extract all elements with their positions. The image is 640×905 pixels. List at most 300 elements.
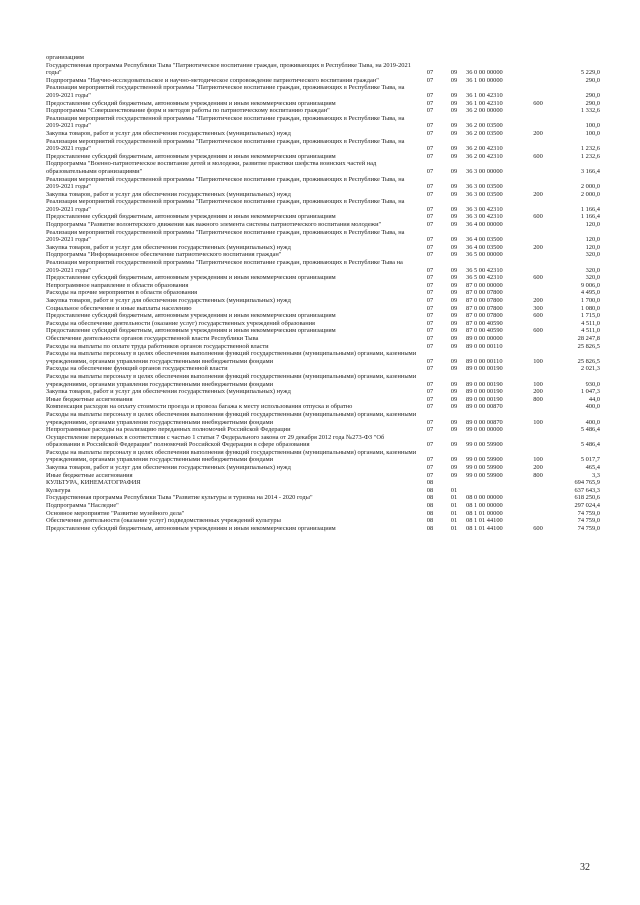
row-expense-type (524, 479, 552, 487)
row-expense-type: 100 (533, 357, 543, 365)
row-section-code: 07 (426, 281, 434, 289)
row-expense-type (524, 221, 552, 229)
row-section-code: 07 (426, 243, 434, 251)
row-amount: 2 021,3 (580, 365, 600, 373)
row-subsection-code: 09 (450, 334, 458, 342)
row-target-article: 36 2 00 42310 (466, 152, 503, 160)
row-section-code: 07 (426, 221, 434, 229)
row-target-article: 08 1 01 44100 (466, 524, 503, 532)
row-target-article: 36 0 00 00000 (466, 69, 503, 77)
row-expense-type (524, 403, 552, 411)
row-subsection-code (442, 54, 466, 62)
row-expense-type (524, 487, 552, 495)
table-row (46, 62, 600, 77)
row-amount: 100,0 (585, 129, 600, 137)
row-section-code: 08 (426, 486, 434, 494)
row-name: Закупка товаров, работ и услуг для обеспечения государственных (муниципальных) нужд (46, 388, 291, 396)
row-name: Расходы на выплаты персоналу в целях обеспечения выполнения функций государственными (муниципальными) органами, казенными учреждениями, органами управления государственными внебюджетными фондами (46, 410, 417, 426)
row-section-code: 07 (426, 145, 434, 153)
row-subsection-code: 09 (450, 129, 458, 137)
row-expense-type (524, 259, 552, 274)
row-subsection-code: 01 (450, 494, 458, 502)
row-name: Подпрограмма "Совершенствование форм и методов работы по патриотическому воспитанию граждан" (46, 107, 330, 115)
table-row (46, 396, 600, 404)
row-subsection-code: 09 (450, 274, 458, 282)
row-name: Государственная программа Республики Тыва "Патриотическое воспитание граждан, проживающих в Республике Тыва, на 2019-2021 годы" (46, 61, 411, 77)
row-name: Предоставление субсидий бюджетным, автономным учреждениям и иным некоммерческим организациям (46, 99, 336, 107)
row-section-code: 07 (426, 357, 434, 365)
table-row (46, 289, 600, 297)
row-expense-type (524, 138, 552, 153)
row-name: Непрограммные расходы на реализацию переданных полномочий Российской Федерации (46, 426, 291, 434)
row-expense-type: 600 (533, 152, 543, 160)
row-target-article: 89 0 00 00110 (466, 357, 503, 365)
table-row (46, 365, 600, 373)
row-name: Реализация мероприятий государственной программы "Патриотическое воспитание граждан, проживающих в Республике Тыва, на 2019-2021 годы" (46, 228, 405, 244)
row-subsection-code: 09 (450, 145, 458, 153)
table-row (46, 472, 600, 480)
row-section-code: 08 (426, 509, 434, 517)
row-section-code: 07 (426, 380, 434, 388)
row-amount (552, 54, 600, 62)
table-row (46, 153, 600, 161)
row-target-article: 36 2 00 03500 (466, 129, 503, 137)
row-subsection-code: 09 (450, 456, 458, 464)
row-section-code: 07 (426, 213, 434, 221)
row-amount: 44,0 (588, 395, 600, 403)
row-target-article: 36 3 00 42310 (466, 213, 503, 221)
table-row (46, 138, 600, 153)
row-section-code: 07 (426, 167, 434, 175)
row-name: Осуществление переданных в соответствии с частью 1 статьи 7 Федерального закона от 29 декабря 2012 года №273-ФЗ "Об образовании в Российской Федерации" полномочий Российской Федерации в сфере образования (46, 433, 385, 449)
row-subsection-code: 09 (450, 426, 458, 434)
row-expense-type (524, 282, 552, 290)
row-name: Культура (46, 486, 71, 494)
row-name: Обеспечение деятельности (оказание услуг) подведомственных учреждений культуры (46, 517, 281, 525)
row-subsection-code: 09 (450, 327, 458, 335)
row-amount: 637 643,3 (574, 486, 600, 494)
row-amount: 5 486,4 (580, 426, 600, 434)
row-name: Подпрограмма "Военно-патриотическое воспитание детей и молодежи, развитие практики шефства воинских частей над образовательными организациями" (46, 160, 377, 175)
row-name: организациям (46, 54, 84, 61)
row-target-article: 36 3 00 03500 (466, 190, 503, 198)
page-number: 32 (580, 862, 590, 873)
row-target-article (466, 487, 524, 495)
row-target-article: 36 3 00 03500 (466, 183, 503, 191)
row-target-article: 89 0 00 00190 (466, 380, 503, 388)
row-target-article: 99 0 00 00000 (466, 426, 503, 434)
row-subsection-code: 09 (450, 365, 458, 373)
row-subsection-code: 09 (450, 418, 458, 426)
row-target-article: 87 0 00 40590 (466, 319, 503, 327)
row-subsection-code: 09 (450, 205, 458, 213)
row-target-article: 89 0 00 00190 (466, 388, 503, 396)
row-amount: 1 166,4 (580, 205, 600, 213)
row-subsection-code: 09 (450, 152, 458, 160)
row-subsection-code: 09 (450, 319, 458, 327)
table-row (46, 335, 600, 343)
row-section-code: 07 (426, 365, 434, 373)
row-name: Предоставление субсидий бюджетным, автономным учреждениям и иным некоммерческим организациям (46, 152, 336, 160)
row-amount: 320,0 (585, 274, 600, 282)
row-amount: 618 250,6 (574, 494, 600, 502)
row-section-code: 07 (426, 91, 434, 99)
row-name: Закупка товаров, работ и услуг для обеспечения государственных (муниципальных) нужд (46, 190, 291, 198)
row-expense-type (524, 84, 552, 99)
row-expense-type (524, 176, 552, 191)
row-target-article: 36 3 00 42310 (466, 205, 503, 213)
row-subsection-code (442, 479, 466, 487)
row-subsection-code: 09 (450, 190, 458, 198)
row-name: Предоставление субсидий бюджетным, автономным учреждениям и иным некоммерческим организациям (46, 213, 336, 221)
row-amount: 4 495,0 (580, 289, 600, 297)
table-row (46, 494, 600, 502)
table-row (46, 54, 600, 62)
row-amount: 120,0 (585, 221, 600, 229)
table-row (46, 221, 600, 229)
row-name: Расходы на выплаты персоналу в целях обеспечения выполнения функций государственными (муниципальными) органами, казенными учреждениями, органами управления государственными внебюджетными фондами (46, 372, 417, 388)
budget-table (46, 54, 600, 532)
row-target-article: 89 0 00 00870 (466, 403, 503, 411)
row-expense-type (524, 289, 552, 297)
row-subsection-code: 09 (450, 243, 458, 251)
row-section-code: 07 (426, 99, 434, 107)
table-row (46, 282, 600, 290)
row-amount: 100,0 (585, 122, 600, 130)
row-target-article: 99 0 00 59900 (466, 464, 503, 472)
row-amount: 290,0 (585, 99, 600, 107)
row-section-code: 07 (426, 183, 434, 191)
row-expense-type (524, 115, 552, 130)
row-expense-type (524, 517, 552, 525)
row-target-article: 36 2 00 00000 (466, 107, 503, 115)
row-subsection-code: 09 (450, 236, 458, 244)
row-name: Непрограммное направление в области образования (46, 281, 189, 289)
row-target-article: 08 1 00 00000 (466, 502, 503, 510)
row-name: Предоставление субсидий бюджетным, автономным учреждениям и иным некоммерческим организациям (46, 327, 336, 335)
row-subsection-code: 09 (450, 297, 458, 304)
table-row (46, 160, 600, 175)
table-row (46, 244, 600, 252)
row-amount: 5 229,0 (580, 69, 600, 77)
row-expense-type (524, 343, 552, 351)
row-name: Основное мероприятие "Развитие музейного дела" (46, 509, 185, 517)
table-row (46, 198, 600, 213)
row-amount: 25 826,5 (577, 342, 600, 350)
row-amount: 4 511,0 (581, 319, 600, 327)
row-name: Расходы на выплаты персоналу в целях обеспечения выполнения функций государственными (муниципальными) органами, казенными учреждениями, органами управления государственными внебюджетными фондами (46, 448, 417, 464)
row-target-article (466, 54, 524, 62)
row-expense-type: 600 (533, 327, 543, 335)
row-amount: 74 759,0 (577, 509, 600, 517)
row-amount: 1 715,0 (580, 312, 600, 320)
row-name: Предоставление субсидий бюджетным, автономным учреждениям и иным некоммерческим организациям (46, 312, 336, 320)
row-expense-type: 200 (533, 190, 543, 198)
row-section-code: 07 (426, 190, 434, 198)
row-target-article: 36 2 00 03500 (466, 122, 503, 130)
row-name: Реализация мероприятий государственной программы "Патриотическое воспитание граждан, проживающих в Республике Тыва, на 2019-2021 годы" (46, 137, 405, 153)
row-name: Подпрограмма "Развитие волонтерского движения как важного элемента системы патриотического воспитания молодежи" (46, 221, 382, 229)
table-row (46, 176, 600, 191)
row-amount: 290,0 (585, 76, 600, 84)
table-row (46, 115, 600, 130)
row-section-code: 07 (426, 289, 434, 297)
row-expense-type (524, 77, 552, 85)
row-section-code: 07 (426, 107, 434, 115)
row-target-article: 99 0 00 59900 (466, 456, 503, 464)
row-target-article: 36 5 00 42310 (466, 266, 503, 274)
table-row (46, 525, 600, 533)
row-subsection-code: 09 (450, 221, 458, 229)
row-subsection-code: 09 (450, 403, 458, 411)
row-target-article: 08 0 00 00000 (466, 494, 503, 502)
table-row (46, 343, 600, 351)
row-amount: 930,0 (585, 380, 600, 388)
row-amount: 5 486,4 (580, 441, 600, 449)
row-name: Предоставление субсидий бюджетным, автономным учреждениям и иным некоммерческим организациям (46, 524, 336, 532)
table-row (46, 388, 600, 396)
row-subsection-code: 09 (450, 312, 458, 320)
row-amount: 3,3 (592, 471, 600, 479)
row-name: Подпрограмма "Информационное обеспечение патриотического воспитания граждан" (46, 251, 282, 259)
row-section-code: 07 (426, 403, 434, 411)
row-amount: 2 000,0 (580, 183, 600, 191)
table-row (46, 510, 600, 518)
row-expense-type (524, 62, 552, 77)
row-name: Реализация мероприятий государственной программы "Патриотическое воспитание граждан, проживающих в Республике Тыва на 2019-2021 годы" (46, 259, 403, 274)
row-target-article (466, 479, 524, 487)
row-section-code: 07 (426, 312, 434, 320)
row-target-article: 36 4 00 03500 (466, 243, 503, 251)
row-name: Закупка товаров, работ и услуг для обеспечения государственных (муниципальных) нужд (46, 297, 291, 304)
row-section-code: 07 (426, 205, 434, 213)
row-subsection-code: 09 (450, 395, 458, 403)
row-expense-type (524, 251, 552, 259)
row-expense-type (524, 365, 552, 373)
row-expense-type (524, 54, 552, 62)
row-expense-type (524, 320, 552, 328)
row-amount: 1 232,6 (580, 152, 600, 160)
row-expense-type (524, 107, 552, 115)
row-amount: 1 700,0 (580, 297, 600, 304)
row-name: Иные бюджетные ассигнования (46, 471, 133, 479)
row-target-article: 36 5 00 00000 (466, 251, 503, 259)
row-name: Расходы на обеспечение деятельности (оказание услуг) государственных учреждений образования (46, 319, 315, 327)
row-section-code: 07 (426, 129, 434, 137)
table-row (46, 297, 600, 305)
table-row (46, 327, 600, 335)
row-amount: 120,0 (585, 243, 600, 251)
row-subsection-code: 09 (450, 388, 458, 396)
row-amount: 9 006,0 (580, 281, 600, 289)
row-target-article: 87 0 00 00000 (466, 281, 503, 289)
row-subsection-code: 01 (450, 524, 458, 532)
row-target-article: 87 0 00 07800 (466, 289, 503, 297)
row-target-article: 99 0 00 59900 (466, 471, 503, 479)
row-subsection-code: 09 (450, 357, 458, 365)
row-target-article: 36 4 00 00000 (466, 221, 503, 229)
row-expense-type: 200 (533, 129, 543, 137)
row-target-article: 87 0 00 07800 (466, 304, 503, 312)
row-section-code: 07 (426, 418, 434, 426)
row-target-article: 36 4 00 03500 (466, 236, 503, 244)
row-target-article: 87 0 00 40590 (466, 327, 503, 335)
row-section-code: 07 (426, 236, 434, 244)
row-name: Расходы на выплаты персоналу в целях обеспечения выполнения функций государственными (муниципальными) органами, казенными учреждениями, органами управления государственными внебюджетными фондами (46, 350, 417, 365)
row-expense-type: 100 (533, 380, 543, 388)
row-section-code: 07 (426, 327, 434, 335)
row-expense-type (524, 510, 552, 518)
row-amount: 320,0 (585, 266, 600, 274)
row-subsection-code: 09 (450, 69, 458, 77)
table-row (46, 229, 600, 244)
table-row (46, 479, 600, 487)
row-section-code: 07 (426, 334, 434, 342)
table-row (46, 305, 600, 313)
row-amount: 465,4 (585, 464, 600, 472)
row-subsection-code: 01 (450, 486, 458, 494)
row-section-code: 07 (426, 152, 434, 160)
row-expense-type: 600 (533, 213, 543, 221)
row-expense-type (524, 198, 552, 213)
row-expense-type: 200 (533, 388, 543, 396)
row-amount: 320,0 (585, 251, 600, 259)
row-section-code: 07 (426, 319, 434, 327)
row-expense-type (524, 434, 552, 449)
row-name: Расходы на обеспечение функций органов государственной власти (46, 365, 228, 373)
row-amount: 28 247,8 (577, 334, 600, 342)
row-name: Социальное обеспечение и иные выплаты населению (46, 304, 192, 312)
budget-table-body (46, 54, 600, 532)
row-section-code: 07 (426, 122, 434, 130)
row-amount: 5 017,7 (580, 456, 600, 464)
row-expense-type: 200 (533, 243, 543, 251)
row-subsection-code: 09 (450, 213, 458, 221)
row-subsection-code: 09 (450, 76, 458, 84)
table-row (46, 426, 600, 434)
table-row (46, 107, 600, 115)
row-section-code: 08 (426, 524, 434, 532)
row-name: Обеспечение деятельности органов государственной власти Республики Тыва (46, 334, 259, 342)
row-expense-type: 600 (533, 274, 543, 282)
row-expense-type (524, 335, 552, 343)
row-amount: 1 332,6 (580, 107, 600, 115)
row-amount: 1 047,3 (580, 388, 600, 396)
table-row (46, 77, 600, 85)
table-row (46, 517, 600, 525)
row-section-code: 07 (426, 304, 434, 312)
row-amount: 1 232,6 (580, 145, 600, 153)
row-target-article: 36 3 00 00000 (466, 167, 503, 175)
row-name: КУЛЬТУРА, КИНЕМАТОГРАФИЯ (46, 479, 141, 487)
table-row (46, 259, 600, 274)
row-target-article: 89 0 00 00110 (466, 342, 503, 350)
row-subsection-code: 01 (450, 517, 458, 525)
row-target-article: 08 1 01 00000 (466, 509, 503, 517)
row-section-code: 07 (426, 342, 434, 350)
row-subsection-code: 09 (450, 471, 458, 479)
row-name: Расходы на прочие мероприятия в области образования (46, 289, 198, 297)
table-row (46, 502, 600, 510)
row-subsection-code: 09 (450, 266, 458, 274)
row-section-code: 07 (426, 297, 434, 304)
row-amount: 400,0 (585, 418, 600, 426)
row-section-code: 07 (426, 69, 434, 77)
table-row (46, 213, 600, 221)
row-target-article: 87 0 00 07800 (466, 297, 503, 304)
row-expense-type (524, 229, 552, 244)
row-amount: 74 759,0 (577, 524, 600, 532)
row-section-code: 07 (426, 76, 434, 84)
table-row (46, 274, 600, 282)
row-section-code: 08 (426, 494, 434, 502)
row-expense-type (524, 494, 552, 502)
row-amount: 25 826,5 (577, 357, 600, 365)
table-row (46, 312, 600, 320)
row-target-article: 36 1 00 42310 (466, 91, 503, 99)
row-section-code: 07 (426, 441, 434, 449)
row-name: Предоставление субсидий бюджетным, автономным учреждениям и иным некоммерческим организациям (46, 274, 336, 282)
row-target-article: 36 1 00 42310 (466, 99, 503, 107)
row-expense-type: 800 (533, 471, 543, 479)
row-name: Реализация мероприятий государственной программы "Патриотическое воспитание граждан, проживающих в Республике Тыва, на 2019-2021 годы" (46, 198, 405, 213)
row-subsection-code: 09 (450, 380, 458, 388)
row-expense-type: 300 (533, 304, 543, 312)
row-section-code: 08 (426, 479, 434, 487)
row-expense-type: 600 (533, 99, 543, 107)
row-amount: 1 080,0 (580, 304, 600, 312)
row-target-article: 99 0 00 59900 (466, 441, 503, 449)
row-section-code: 07 (426, 464, 434, 472)
table-row (46, 350, 600, 365)
row-amount: 400,0 (585, 403, 600, 411)
row-section-code (418, 54, 442, 62)
row-section-code: 07 (426, 456, 434, 464)
row-name: Компенсация расходов на оплату стоимости проезда и провоза багажа к месту использования отпуска и обратно (46, 403, 353, 411)
row-amount: 4 511,0 (581, 327, 600, 335)
row-expense-type: 100 (533, 456, 543, 464)
row-target-article: 87 0 00 07800 (466, 312, 503, 320)
table-row (46, 251, 600, 259)
row-amount: 694 765,9 (574, 479, 600, 487)
row-target-article: 89 0 00 00000 (466, 334, 503, 342)
row-name: Государственная программа Республики Тыва "Развитие культуры и туризма на 2014 - 2020 годы" (46, 494, 313, 502)
table-row (46, 487, 600, 495)
row-target-article: 89 0 00 00190 (466, 395, 503, 403)
row-section-code: 07 (426, 251, 434, 259)
row-name: Иные бюджетные ассигнования (46, 395, 133, 403)
row-name: Реализация мероприятий государственной программы "Патриотическое воспитание граждан, проживающих в Республике Тыва, на 2019-2021 годы" (46, 114, 405, 130)
table-row (46, 464, 600, 472)
table-row (46, 449, 600, 464)
row-section-code: 07 (426, 274, 434, 282)
row-subsection-code: 09 (450, 342, 458, 350)
row-section-code: 07 (426, 471, 434, 479)
row-amount: 297 024,4 (574, 502, 600, 510)
row-expense-type: 200 (533, 297, 543, 304)
row-amount: 290,0 (585, 91, 600, 99)
row-target-article: 89 0 00 00870 (466, 418, 503, 426)
row-section-code: 07 (426, 266, 434, 274)
row-name: Реализация мероприятий государственной программы "Патриотическое воспитание граждан, проживающих в Республике Тыва, на 2019-2021 годы" (46, 175, 405, 191)
row-expense-type (524, 160, 552, 175)
row-name: Подпрограмма "Научно-исследовательское и научно-методическое сопровождение патриотического воспитания граждан" (46, 76, 379, 84)
row-expense-type (524, 502, 552, 510)
row-subsection-code: 09 (450, 281, 458, 289)
row-target-article: 36 1 00 00000 (466, 76, 503, 84)
table-row (46, 320, 600, 328)
row-amount: 3 166,4 (580, 167, 600, 175)
